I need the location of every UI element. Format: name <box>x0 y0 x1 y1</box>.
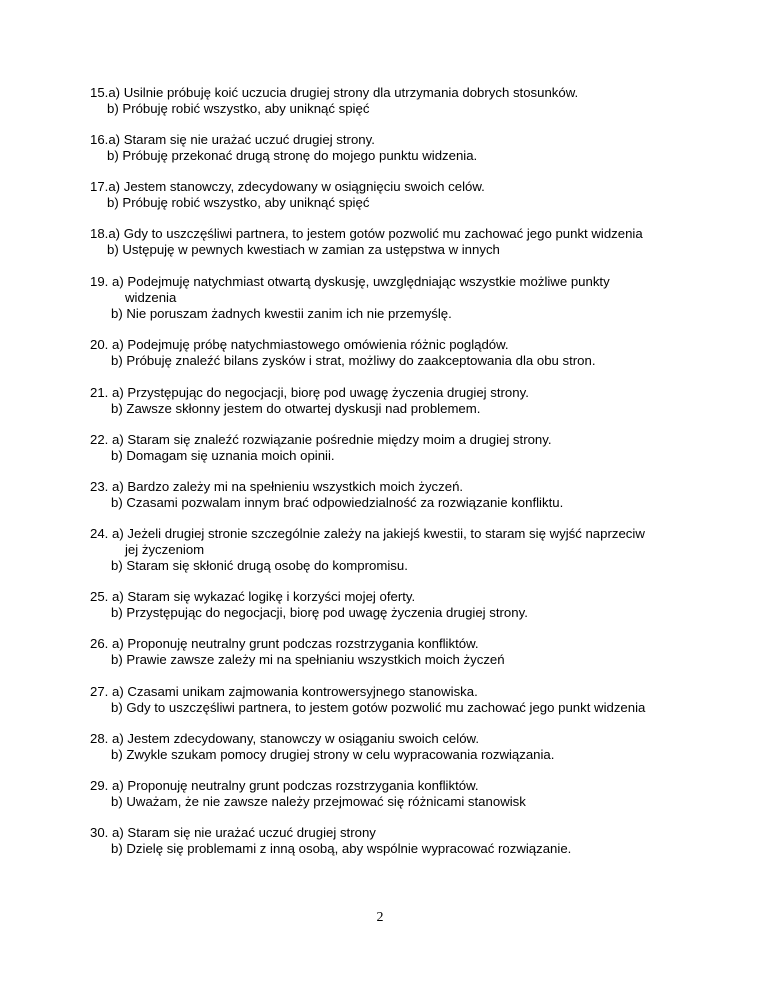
option-b-text: Zwykle szukam pomocy drugiej strony w celu wypracowania rozwiązania. <box>122 747 555 762</box>
question-option-a <box>90 526 645 542</box>
option-b-text: Prawie zawsze zależy mi na spełnianiu wszystkich moich życzeń <box>122 652 505 667</box>
option-a-continuation: widzenia <box>125 290 177 305</box>
question-number: 28. a) <box>90 731 124 746</box>
question-option-b <box>111 700 645 716</box>
question-option-b <box>111 841 571 857</box>
question-option-b <box>111 747 554 763</box>
question-number: 17.a) <box>90 179 121 194</box>
option-a-continuation: jej życzeniom <box>125 542 205 557</box>
question-option-a <box>90 432 552 448</box>
option-b-text: Nie poruszam żadnych kwestii zanim ich nie przemyślę. <box>122 306 452 321</box>
option-a-text: Podejmuję natychmiast otwartą dyskusję, uwzględniając wszystkie możliwe punkty <box>123 274 610 289</box>
question-option-b <box>111 448 335 464</box>
option-b-label: b) <box>111 353 123 368</box>
option-b-text: Uważam, że nie zawsze należy przejmować się różnicami stanowisk <box>122 794 526 809</box>
option-a-text: Bardzo zależy mi na spełnieniu wszystkich moich życzeń. <box>123 479 464 494</box>
option-b-label: b) <box>111 558 123 573</box>
option-b-label: b) <box>111 605 123 620</box>
question-option-a <box>90 85 578 101</box>
option-b-text: Próbuję robić wszystko, aby uniknąć spięć <box>118 101 370 116</box>
option-b-label: b) <box>111 495 123 510</box>
option-b-text: Próbuję robić wszystko, aby uniknąć spięć <box>118 195 370 210</box>
question-number: 23. a) <box>90 479 124 494</box>
question-number: 24. a) <box>90 526 124 541</box>
page-number: 2 <box>376 910 384 925</box>
option-b-text: Dzielę się problemami z inną osobą, aby wspólnie wypracować rozwiązanie. <box>122 841 572 856</box>
option-b-label: b) <box>107 101 119 116</box>
option-a-text: Jestem stanowczy, zdecydowany w osiągnięciu swoich celów. <box>120 179 485 194</box>
question-number: 15.a) <box>90 85 121 100</box>
option-a-text: Przystępując do negocjacji, biorę pod uwagę życzenia drugiej strony. <box>123 385 529 400</box>
question-option-b <box>111 652 505 668</box>
question-number: 21. a) <box>90 385 124 400</box>
option-b-label: b) <box>111 448 123 463</box>
question-option-a <box>90 132 375 148</box>
option-b-text: Ustępuję w pewnych kwestiach w zamian za ustępstwa w innych <box>118 242 500 257</box>
option-a-text: Staram się nie urażać uczuć drugiej strony <box>123 825 376 840</box>
question-number: 19. a) <box>90 274 124 289</box>
question-option-a <box>90 226 643 242</box>
question-number: 18.a) <box>90 226 121 241</box>
question-option-b <box>111 605 528 621</box>
option-a-text: Podejmuję próbę natychmiastowego omówienia różnic poglądów. <box>123 337 509 352</box>
option-b-label: b) <box>111 401 123 416</box>
option-b-label: b) <box>107 195 119 210</box>
option-a-text: Jeżeli drugiej stronie szczególnie zależy na jakiejś kwestii, to staram się wyjść naprzeciw <box>123 526 645 541</box>
option-b-label: b) <box>107 148 119 163</box>
option-b-text: Próbuję przekonać drugą stronę do mojego punktu widzenia. <box>118 148 478 163</box>
question-option-a <box>90 385 529 401</box>
option-a-text: Gdy to uszczęśliwi partnera, to jestem gotów pozwolić mu zachować jego punkt widzenia <box>120 226 643 241</box>
question-number: 29. a) <box>90 778 124 793</box>
option-b-text: Czasami pozwalam innym brać odpowiedzialność za rozwiązanie konfliktu. <box>122 495 564 510</box>
question-number: 27. a) <box>90 684 124 699</box>
question-option-a <box>90 589 415 605</box>
option-b-text: Przystępując do negocjacji, biorę pod uwagę życzenia drugiej strony. <box>122 605 528 620</box>
question-option-a <box>90 778 479 794</box>
question-number: 20. a) <box>90 337 124 352</box>
question-number: 30. a) <box>90 825 124 840</box>
question-option-a <box>90 684 478 700</box>
option-b-text: Staram się skłonić drugą osobę do kompromisu. <box>122 558 408 573</box>
option-b-label: b) <box>111 306 123 321</box>
option-a-text: Staram się wykazać logikę i korzyści mojej oferty. <box>123 589 416 604</box>
question-option-b <box>111 558 408 574</box>
question-option-b <box>111 495 563 511</box>
option-a-text: Jestem zdecydowany, stanowczy w osiąganiu swoich celów. <box>123 731 479 746</box>
question-option-b <box>107 148 477 164</box>
question-option-b <box>111 401 480 417</box>
question-option-a <box>90 479 463 495</box>
option-b-label: b) <box>111 794 123 809</box>
option-b-label: b) <box>111 747 123 762</box>
option-b-label: b) <box>107 242 119 257</box>
question-option-b <box>111 306 452 322</box>
option-b-text: Domagam się uznania moich opinii. <box>122 448 335 463</box>
question-number: 16.a) <box>90 132 121 147</box>
option-b-text: Gdy to uszczęśliwi partnera, to jestem gotów pozwolić mu zachować jego punkt widzenia <box>122 700 646 715</box>
question-option-a <box>90 179 485 195</box>
option-b-label: b) <box>111 652 123 667</box>
option-b-label: b) <box>111 841 123 856</box>
option-b-text: Zawsze skłonny jestem do otwartej dyskusji nad problemem. <box>122 401 481 416</box>
option-a-text: Proponuję neutralny grunt podczas rozstrzygania konfliktów. <box>123 778 479 793</box>
question-option-a <box>90 636 479 652</box>
question-option-b <box>107 242 500 258</box>
option-b-text: Próbuję znaleźć bilans zysków i strat, możliwy do zaakceptowania dla obu stron. <box>122 353 596 368</box>
option-a-text: Czasami unikam zajmowania kontrowersyjnego stanowiska. <box>123 684 478 699</box>
question-option-b <box>111 353 596 369</box>
question-number: 25. a) <box>90 589 124 604</box>
option-a-text: Staram się znaleźć rozwiązanie pośrednie między moim a drugiej strony. <box>123 432 552 447</box>
option-b-label: b) <box>111 700 123 715</box>
question-option-a <box>90 337 509 353</box>
question-option-a <box>90 731 479 747</box>
question-option-b <box>107 195 369 211</box>
option-a-text: Proponuję neutralny grunt podczas rozstrzygania konfliktów. <box>123 636 479 651</box>
question-number: 22. a) <box>90 432 124 447</box>
question-option-b <box>107 101 369 117</box>
question-option-a <box>90 825 376 841</box>
question-option-a <box>90 274 610 290</box>
option-a-text: Staram się nie urażać uczuć drugiej strony. <box>120 132 375 147</box>
question-number: 26. a) <box>90 636 124 651</box>
question-option-b <box>111 794 526 810</box>
option-a-text: Usilnie próbuję koić uczucia drugiej strony dla utrzymania dobrych stosunków. <box>120 85 579 100</box>
